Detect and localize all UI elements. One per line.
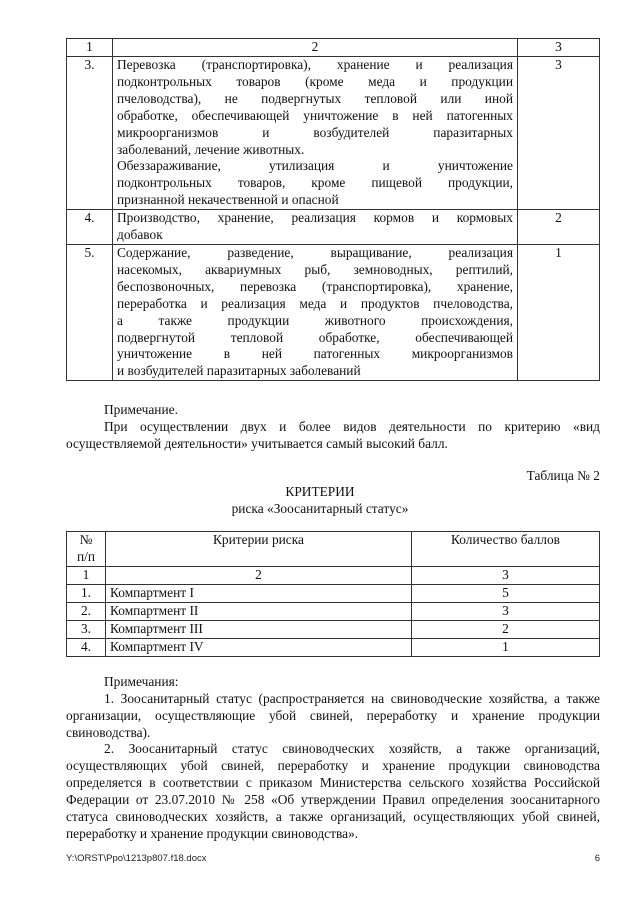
- column-number-2: 2: [106, 567, 412, 585]
- table-number-label: Таблица № 2: [526, 468, 600, 483]
- column-number-2: 2: [113, 39, 518, 57]
- text-line: заболеваний, лечение животных.: [117, 141, 305, 157]
- note-text: При осуществлении двух и более видов деятельности по критерию «вид осуществляемой деятельности» учитывается самый высокий балл.: [66, 419, 600, 451]
- text-line: Перевозка (транспортировка), хранение и реализация: [117, 57, 513, 72]
- table-row: [67, 602, 600, 620]
- note-paragraph-2: 2. Зоосанитарный статус свиноводческих хозяйств, а также организаций, осуществляющих убой свиней, переработку и хранение продукции свиноводства определяется в соответствии с приказом Министерства сельского хозяйства Российской Федерации от 23.07.2010 № 258 «Об утверждении Правил определения зоосанитарного статуса свиноводческих хозяйств, а также организаций, осуществляющих убой свиней, переработку и хранение продукции свиноводства».: [66, 741, 600, 841]
- criteria-name: Компартмент I: [106, 584, 412, 602]
- header-criteria: Критерии риска: [106, 532, 412, 567]
- column-number-1: 1: [67, 39, 113, 57]
- text-line: насекомых, аквариумных рыб, земноводных, рептилий,: [117, 261, 513, 277]
- points-value: 3: [412, 602, 600, 620]
- table-header-row: [67, 39, 600, 57]
- header-number-line1: №: [79, 532, 93, 547]
- row-number: 4.: [67, 210, 113, 245]
- criteria-name: Компартмент III: [106, 620, 412, 638]
- table-row: [67, 620, 600, 638]
- header-points: Количество баллов: [412, 532, 600, 567]
- table-row: [67, 244, 600, 380]
- row-number: 3.: [67, 57, 113, 210]
- points-value: 5: [412, 584, 600, 602]
- table-row: [67, 638, 600, 656]
- text-line: уничтожение в ней патогенных микроорганизмов: [117, 346, 513, 362]
- text-line: Обеззараживание, утилизация и уничтожение: [117, 158, 513, 174]
- points-value: 2: [412, 620, 600, 638]
- column-numbers-row: [67, 567, 600, 585]
- text-line: подконтрольных товаров, кроме пищевой продукции,: [117, 175, 513, 191]
- text-line: и возбудителей паразитарных заболеваний: [117, 363, 361, 379]
- row-number: 3.: [67, 620, 106, 638]
- text-line: а также продукции животного происхождения,: [117, 312, 513, 328]
- row-number: 2.: [67, 602, 106, 620]
- text-line: Производство, хранение, реализация кормов и кормовых: [117, 210, 513, 226]
- page-number: 6: [594, 853, 600, 864]
- text-line: добавок: [117, 227, 163, 243]
- text-line: микроорганизмов и возбудителей паразитарных: [117, 124, 513, 140]
- points-value: 1: [412, 638, 600, 656]
- note-paragraph-1: 1. Зоосанитарный статус (распространяется на свиноводческие хозяйства, а также организации, осуществляющие убой свиней, переработку и хранение продукции свиноводства).: [66, 691, 600, 740]
- risk-score: 2: [518, 210, 600, 245]
- text-line: пчеловодства), не подвергнутых тепловой или иной: [117, 90, 513, 106]
- text-line: беспозвоночных, перевозка (транспортировка), хранение,: [117, 278, 513, 294]
- criteria-name: Компартмент II: [106, 602, 412, 620]
- text-line: переработка и реализация меда и продуктов пчеловодства,: [117, 295, 513, 311]
- header-number-line2: п/п: [76, 548, 96, 564]
- activity-description: [113, 210, 518, 245]
- row-number: 5.: [67, 244, 113, 380]
- table-row: [67, 210, 600, 245]
- footer-file-path: Y:\ORST\Ppo\1213p807.f18.docx: [66, 853, 207, 864]
- table-row: [67, 57, 600, 210]
- text-line: признанной некачественной и опасной: [117, 192, 339, 208]
- risk-score: 1: [518, 244, 600, 380]
- row-number: 4.: [67, 638, 106, 656]
- column-number-1: 1: [67, 567, 106, 585]
- text-line: Содержание, разведение, выращивание, реализация: [117, 244, 513, 260]
- column-number-3: 3: [412, 567, 600, 585]
- zoosanitary-status-table: [66, 531, 600, 657]
- activity-description: [113, 57, 518, 210]
- column-number-3: 3: [518, 39, 600, 57]
- criteria-name: Компартмент IV: [106, 638, 412, 656]
- table-row: [67, 584, 600, 602]
- activity-risk-table: [66, 38, 600, 381]
- text-line: подвергнутой тепловой обработке, обеспечивающей: [117, 329, 513, 345]
- notes-title: Примечания:: [104, 674, 179, 689]
- table-header-row: [67, 532, 600, 567]
- text-line: подконтрольных товаров (кроме меда и продукции: [117, 73, 513, 89]
- text-line: обработке, обеспечивающей уничтожение в ней патогенных: [117, 107, 513, 123]
- note-title: Примечание.: [104, 402, 178, 417]
- table-title: КРИТЕРИИ: [285, 484, 355, 499]
- table-subtitle: риска «Зоосанитарный статус»: [231, 501, 409, 516]
- activity-description: [113, 244, 518, 380]
- row-number: 1.: [67, 584, 106, 602]
- header-number: [67, 532, 106, 567]
- risk-score: 3: [518, 57, 600, 210]
